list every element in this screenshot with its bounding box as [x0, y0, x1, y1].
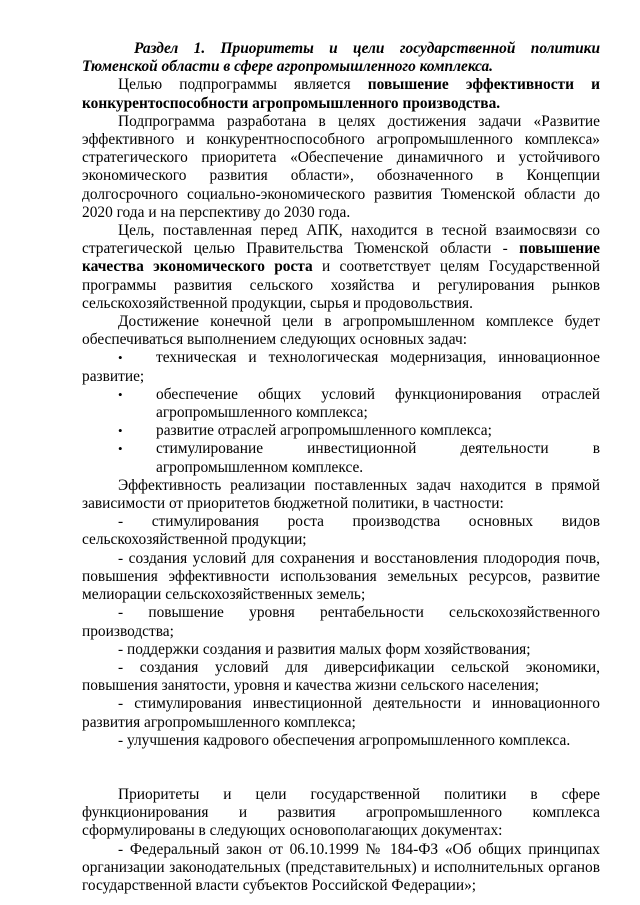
paragraph-apk-goal-emphasis: повышение качества экономического роста — [82, 240, 600, 276]
paragraph-apk-goal — [82, 222, 600, 313]
bullet-icon: • — [118, 441, 123, 457]
list-item: - улучшения кадрового обеспечения агропромышленного комплекса. — [118, 731, 571, 749]
list-item: - поддержки создания и развития малых форм хозяйствования; — [118, 640, 531, 658]
list-item-text: стимулирование инвестиционной деятельности в агропромышленном комплексе. — [156, 440, 600, 476]
paragraph-tasks-intro: Достижение конечной цели в агропромышленном комплексе будет обеспечиваться выполнением следующих основных задач: — [82, 313, 600, 349]
paragraph-apk-goal-text: Цель, поставленная перед АПК, находится в тесной взаимосвязи со стратегической целью Правительства Тюменской области - — [82, 222, 600, 258]
list-item-text: техническая и технологическая модернизация, инновационное развитие; — [82, 349, 600, 385]
list-item: - стимулирования инвестиционной деятельности и инновационного развития агропромышленного комплекса; — [82, 695, 600, 731]
paragraph-documents-intro: Приоритеты и цели государственной политики в сфере функционирования и развития агропромышленного комплекса сформулированы в следующих основополагающих документах: — [82, 785, 600, 840]
list-item — [82, 386, 600, 422]
paragraph-subprogram: Подпрограмма разработана в целях достижения задачи «Развитие эффективного и конкурентноспособного агропромышленного комплекса» стратегического приоритета «Обеспечение динамичного и устойчивого экономического развития области», обозначенного в Концепции долгосрочного социально-экономического развития Тюменской области до 2020 года и на перспективу до 2030 года. — [82, 112, 600, 221]
list-item: - повышение уровня рентабельности сельскохозяйственного производства; — [82, 604, 600, 640]
list-item: - стимулирования роста производства основных видов сельскохозяйственной продукции; — [82, 513, 600, 549]
list-item — [82, 349, 600, 385]
list-item-text: развитие отраслей агропромышленного комплекса; — [156, 422, 492, 440]
list-item — [82, 440, 600, 476]
list-item: - Федеральный закон от 06.10.1999 № 184-ФЗ «Об общих принципах организации законодательных (представительных) и исполнительных органов государственной власти субъектов Российской Федерации»; — [82, 840, 600, 894]
tasks-list — [82, 349, 600, 476]
paragraph-goal — [82, 76, 600, 112]
list-item — [82, 422, 600, 440]
paragraph-apk-goal-rest: и соответствует целям Государственной программы развития сельского хозяйства и регулирования рынков сельскохозяйственной продукции, сырья и продовольствия. — [82, 258, 600, 312]
paragraph-efficiency: Эффективность реализации поставленных задач находится в прямой зависимости от приоритетов бюджетной политики, в частности: — [82, 476, 600, 513]
list-item: - создания условий для диверсификации сельской экономики, повышения занятости, уровня и качества жизни сельского населения; — [82, 658, 600, 695]
bullet-icon: • — [118, 350, 123, 366]
list-item-text: обеспечение общих условий функционирования отраслей агропромышленного комплекса; — [156, 385, 600, 422]
list-item: - создания условий для сохранения и восстановления плодородия почв, повышения эффективности использования земельных ресурсов, развитие мелиорации сельскохозяйственных земель; — [82, 549, 600, 604]
section-title: Раздел 1. Приоритеты и цели государственной политики Тюменской области в сфере агропромышленного комплекса. — [82, 40, 600, 76]
paragraph-goal-emphasis: повышение эффективности и конкурентоспособности агропромышленного производства. — [82, 76, 600, 112]
bullet-icon: • — [118, 386, 123, 402]
paragraph-goal-text: Целью подпрограммы является — [118, 76, 368, 94]
spacer — [82, 750, 600, 786]
bullet-icon: • — [118, 423, 123, 439]
